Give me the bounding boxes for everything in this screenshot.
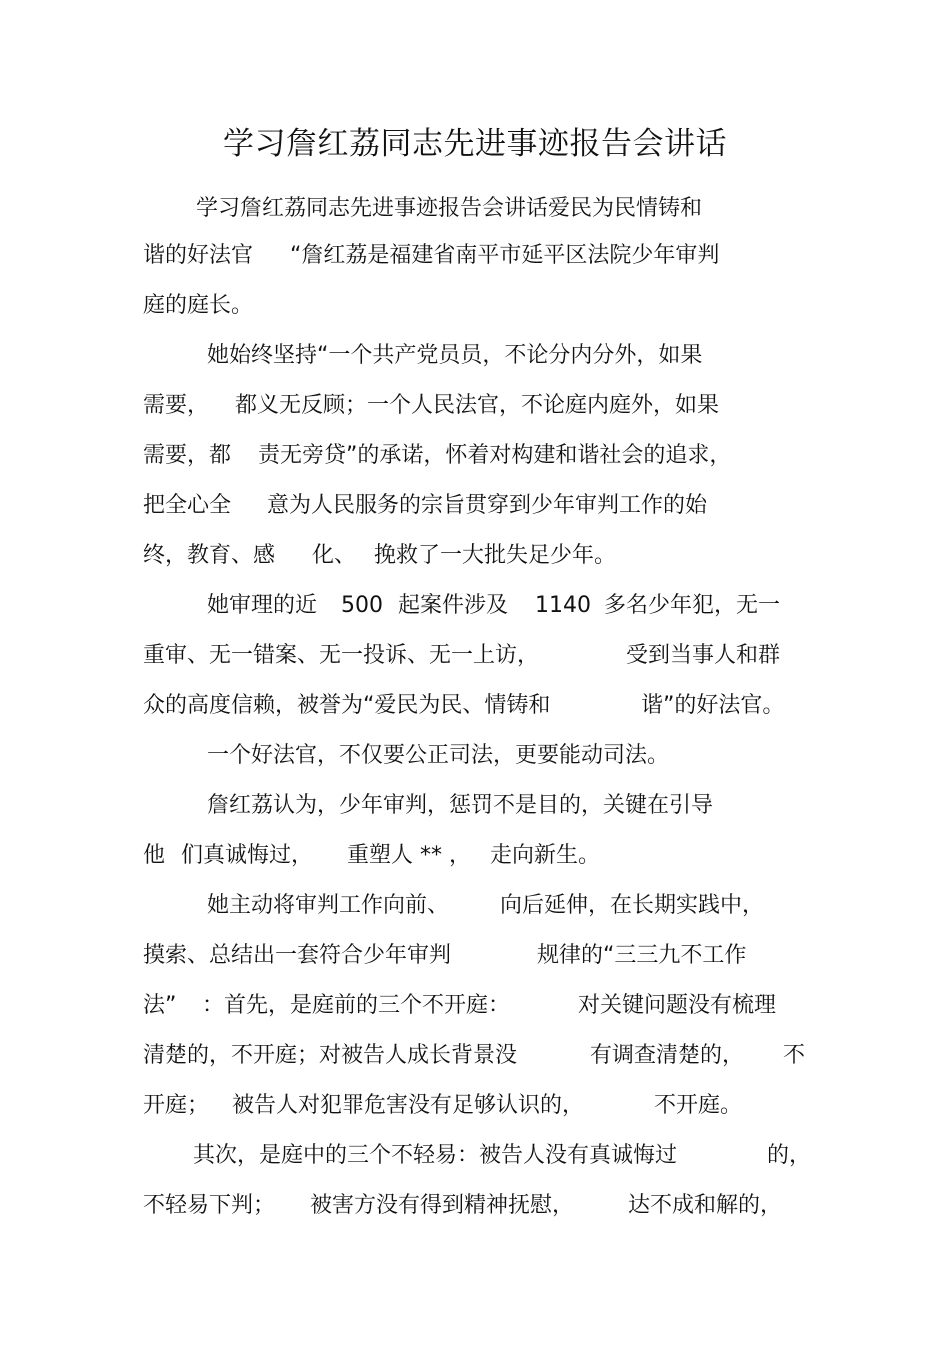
text-segment: 被害方没有得到精神抚慰， xyxy=(310,1193,575,1218)
text-segment: 1140 xyxy=(535,593,591,618)
text-segment: 不 xyxy=(783,1043,806,1068)
text-segment: 规律的“三三九不工作 xyxy=(537,943,747,968)
text-segment: 有调查清楚的， xyxy=(590,1043,745,1068)
text-segment: 谐”的好法官。 xyxy=(641,693,785,718)
text-segment: 谐的好法官 xyxy=(143,243,254,268)
text-segment: 其次，是庭中的三个不轻易：被告人没有真诚悔过 xyxy=(193,1143,678,1168)
text-segment: 化、 xyxy=(312,543,357,568)
text-segment: 一个好法官，不仅要公正司法，更要能动司法。 xyxy=(207,743,670,768)
text-segment: 的， xyxy=(767,1143,812,1168)
text-segment: 他 xyxy=(143,843,166,868)
text-segment: 法” xyxy=(143,993,177,1018)
text-segment: 挽救了一大批失足少年。 xyxy=(374,543,617,568)
text-segment: 清楚的，不开庭；对被告人成长背景没 xyxy=(143,1043,518,1068)
text-segment: ：首先，是庭前的三个不开庭： xyxy=(202,993,511,1018)
text-segment: 重审、无一错案、无一投诉、无一上访， xyxy=(143,643,540,668)
text-segment: 500 xyxy=(341,593,383,618)
text-segment: 庭的庭长。 xyxy=(143,293,254,318)
text-segment: 詹红荔认为，少年审判，惩罚不是目的，关键在引导 xyxy=(207,793,714,818)
text-segment: 向后延伸，在长期实践中， xyxy=(500,893,765,918)
document-title: 学习詹红荔同志先进事迹报告会讲话 xyxy=(223,126,727,162)
text-segment: 起案件涉及 xyxy=(398,593,509,618)
text-segment: 不开庭。 xyxy=(654,1093,743,1118)
text-segment: 受到当事人和群 xyxy=(626,643,781,668)
text-segment: 多名少年犯，无一 xyxy=(604,593,781,618)
text-segment: 重塑人 ** ， xyxy=(347,843,471,868)
text-segment: 她审理的近 xyxy=(207,593,318,618)
text-segment: 把全心全 xyxy=(143,493,232,518)
text-segment: 都义无反顾；一个人民法官，不论庭内庭外，如果 xyxy=(235,393,720,418)
text-segment: 她主动将审判工作向前、 xyxy=(207,893,450,918)
text-segment: 开庭； xyxy=(143,1093,210,1118)
text-segment: 她始终坚持“一个共产党员员，不论分内分外，如果 xyxy=(207,343,703,368)
text-segment: 走向新生。 xyxy=(490,843,601,868)
text-segment: 摸索、总结出一套符合少年审判 xyxy=(143,943,452,968)
text-segment: 意为人民服务的宗旨贯穿到少年审判工作的始 xyxy=(267,493,708,518)
text-segment: 们真诚悔过， xyxy=(181,843,314,868)
text-segment: 终，教育、感 xyxy=(143,543,276,568)
text-segment: 需要， xyxy=(143,393,210,418)
text-segment: 被告人对犯罪危害没有足够认识的， xyxy=(232,1093,585,1118)
text-segment: 达不成和解的， xyxy=(628,1193,783,1218)
text-segment: 责无旁贷”的承诺，怀着对构建和谐社会的追求， xyxy=(258,443,732,468)
text-segment: 众的高度信赖，被誉为“爱民为民、情铸和 xyxy=(143,693,551,718)
text-segment: 需要，都 xyxy=(143,443,232,468)
text-segment: “詹红荔是福建省南平市延平区法院少年审判 xyxy=(290,243,720,268)
text-segment: 对关键问题没有梳理 xyxy=(578,993,777,1018)
text-segment: 学习詹红荔同志先进事迹报告会讲话爱民为民情铸和 xyxy=(196,196,703,221)
text-segment: 不轻易下判； xyxy=(143,1193,276,1218)
